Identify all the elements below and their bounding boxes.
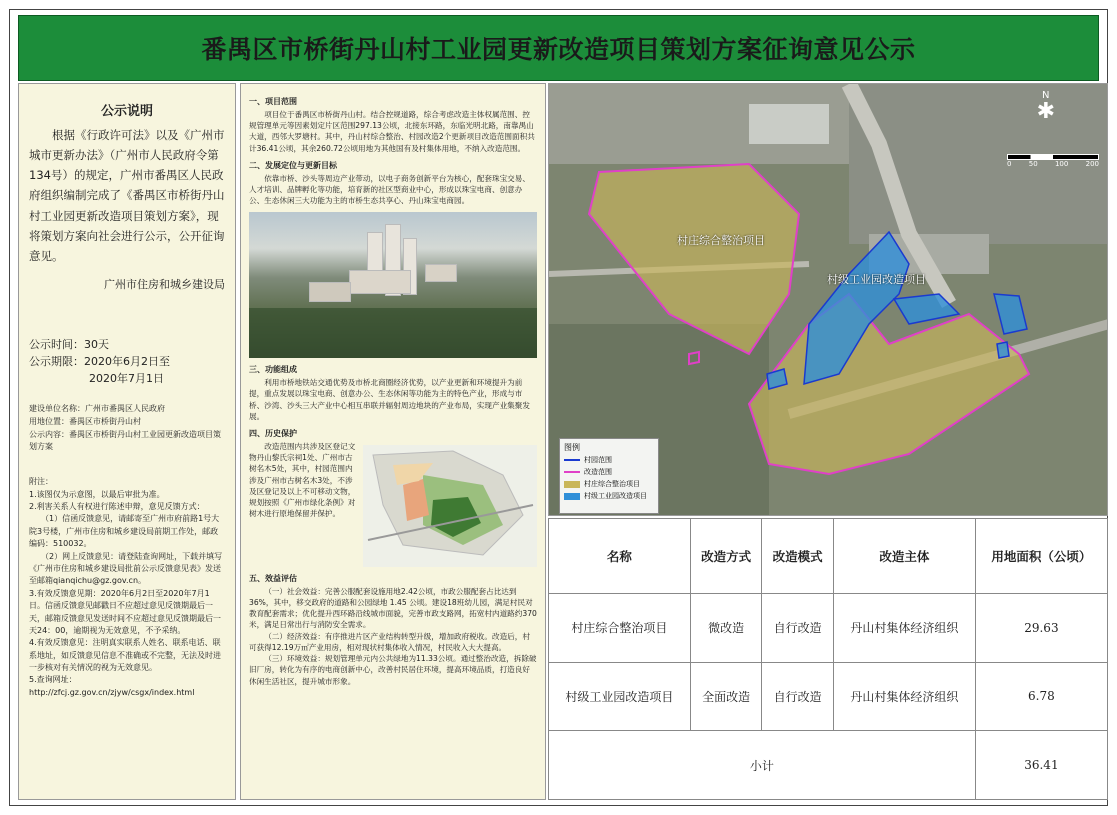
cell-area: 29.63: [975, 594, 1107, 663]
project-description-panel: [240, 83, 546, 800]
meta-builder: 建设单位名称：广州市番禺区人民政府: [29, 404, 165, 414]
period-label: 公示期限：: [29, 354, 84, 368]
satellite-map: [548, 83, 1108, 516]
col-header-body: 改造主体: [833, 519, 975, 594]
cell-area: 6.78: [975, 662, 1107, 731]
legend-swatch-icon: [564, 459, 580, 461]
legend-item: 改造范围: [584, 468, 612, 476]
aerial-rendering-image: [249, 212, 537, 358]
col-header-area: 用地面积（公顷）: [975, 519, 1107, 594]
cell-method: 微改造: [690, 594, 762, 663]
legend-swatch-icon: [564, 481, 580, 488]
note-line: 3.有效反馈意见期：2020年6月2日至2020年7月1日。信函反馈意见邮戳日不应超过意见反馈期最后一天，邮箱反馈意见发送时间不应超过意见反馈期最后一天24：00，逾期视为无效意见，不予采纳。: [29, 588, 221, 635]
cell-name: 村庄综合整治项目: [549, 594, 691, 663]
section-4-text: 改造范围内共涉及区登记文物丹山黎氏宗祠1处、广州市古树名木5处，其中，村园范围内涉及广州市古树名木3处，不涉及区登记及以上不可移动文物，规划按照《广州市绿化条例》对树木进行原地保留并保护。: [249, 441, 356, 519]
section-3-text: 利用市桥地铁站交通优势及市桥北商圈经济优势，以产业更新和环境提升为前提，重点发展以珠宝电商、创意办公、生态休闲等功能为主的特色产业，形成与市桥、沙湾、沙头三大产业中心相互串联并辐射周边地块的产业布局，实现产业集聚发展。: [249, 378, 530, 421]
cell-body: 丹山村集体经济组织: [833, 662, 975, 731]
scale-label: 0: [1007, 160, 1012, 168]
map-label-industrial: 村级工业园改造项目: [827, 273, 926, 286]
scale-label: 200: [1085, 160, 1099, 168]
title-banner: [18, 15, 1099, 81]
note-line: 附注：: [29, 477, 53, 487]
table-header-row: [549, 519, 1108, 594]
cell-name: 村级工业园改造项目: [549, 662, 691, 731]
cell-mode: 自行改造: [762, 662, 834, 731]
notice-org: 广州市住房和城乡建设局: [104, 277, 225, 291]
legend-item: 村级工业园改造项目: [584, 492, 647, 500]
cell-mode: 自行改造: [762, 594, 834, 663]
note-line: 2.利害关系人有权进行陈述申辩，意见反馈方式：: [29, 501, 205, 511]
map-legend: [559, 438, 659, 514]
period-value-1: 2020年6月2日至: [84, 354, 170, 368]
compass: N ✱: [1036, 90, 1055, 124]
map-label-village: 村庄综合整治项目: [677, 234, 765, 247]
note-line: （2）网上反馈意见：请登陆查询网址，下载并填写《广州市住房和城乡建设局批前公示反馈意见表》发送至邮箱qianqichu@gz.gov.cn。: [29, 551, 223, 586]
section-4-title: 四、历史保护: [249, 429, 297, 439]
col-header-name: 名称: [549, 519, 691, 594]
query-url-link[interactable]: http://zfcj.gz.gov.cn/zjyw/csgx/index.html: [29, 687, 195, 697]
subtotal-label: 小计: [549, 731, 976, 800]
legend-swatch-icon: [564, 493, 580, 500]
project-meta: [29, 403, 225, 454]
subtotal-value: 36.41: [975, 731, 1107, 800]
section-5-text-3: （三）环境效益：规划管理单元内公共绿地为11.33公顷。通过整治改造，拆除破旧厂房，转化为有序的电商创新中心，改善村民居住环境，提高环境品质，打造良好休闲生活社区，提升城市形象。: [249, 654, 537, 686]
table-row: [549, 662, 1108, 731]
legend-swatch-icon: [564, 471, 580, 473]
notice-period: [29, 336, 225, 387]
section-5-text-2: （二）经济效益：有序推进片区产业结构转型升级，增加政府税收。改造后，村可获得12.19万㎡产业用房，相对现状村集体收入情况，村民收入大大提高。: [249, 631, 530, 652]
north-arrow-icon: N: [1042, 90, 1050, 101]
notice-panel: [18, 83, 236, 800]
period-value-2: 2020年7月1日: [89, 371, 164, 385]
note-line: 5.查询网址：: [29, 675, 77, 685]
project-table: [548, 518, 1108, 800]
section-1-title: 一、项目范围: [249, 97, 297, 106]
legend-title: 图例: [564, 443, 580, 452]
note-line: 1.该图仅为示意图，以最后审批为准。: [29, 489, 165, 499]
legend-item: 村庄综合整治项目: [584, 480, 640, 488]
section-2-text: 依靠市桥、沙头等周边产业带动，以电子商务创新平台为核心，配套珠宝交易、人才培训、品牌孵化等功能，培育新的社区型商业中心，形成以珠宝电商、创意办公、生态休闲三大功能为主的市桥生态共享心、丹山珠宝电商园。: [249, 173, 530, 206]
notice-heading: 公示说明: [100, 104, 153, 119]
meta-content: 公示内容：番禺区市桥街丹山村工业园更新改造项目策划方案: [29, 429, 221, 452]
meta-location: 用地位置：番禺区市桥街丹山村: [29, 416, 141, 426]
section-3-title: 三、功能组成: [249, 365, 297, 375]
col-header-mode: 改造模式: [762, 519, 834, 594]
notes: [29, 476, 225, 699]
scale-label: 50: [1028, 160, 1038, 168]
table-row: [549, 594, 1108, 663]
site-plan-image: [363, 445, 537, 567]
note-line: 4.有效反馈意见：注明真实联系人姓名、联系电话、联系地址，如反馈意见信息不准确或不完整，无法及时进一步核对有关情况的视为无效意见。: [29, 638, 221, 673]
note-line: （1）信函反馈意见，请邮寄至广州市府前路1号大院3号楼，广州市住房和城乡建设局前期工作处，邮政编码：510032。: [29, 514, 220, 549]
legend-item: 村园范围: [584, 456, 612, 464]
page-title: 番禺区市桥街丹山村工业园更新改造项目策划方案征询意见公示: [201, 35, 916, 64]
time-value: 30天: [84, 337, 109, 351]
scale-bar: [1007, 154, 1099, 168]
cell-body: 丹山村集体经济组织: [833, 594, 975, 663]
section-5-text-1: （一）社会效益：完善公服配套设施用地2.42公顷，市政公服配套占比达到36%，其中，移交政府的道路和公园绿地 1.45 公顷。建设18班幼儿园，满足村民对教育配套需求；优化提升西环路沿线城市面貌，完善市政支路网，拓宽村内道路约370米，满足日常出行与消防安全需求。: [249, 586, 537, 630]
section-1-text: 项目位于番禺区市桥街丹山村。结合控规道路，综合考虑改造主体权属范围、控规管理单元等因素划定片区范围297.13公顷，北接东环路，东临光明北路，南靠禺山大道，西邻大罗塘村。其中，丹山村综合整治、村园改造2个更新项目改造范围面积共计36.41公顷，其余260.72公顷用地为其他国有及村集体用地，不纳入改造范围。: [249, 109, 535, 153]
table-subtotal-row: [549, 731, 1108, 800]
col-header-method: 改造方式: [690, 519, 762, 594]
scale-label: 100: [1054, 160, 1069, 168]
time-label: 公示时间：: [29, 337, 84, 351]
cell-method: 全面改造: [690, 662, 762, 731]
section-2-title: 二、发展定位与更新目标: [249, 160, 337, 170]
section-5-title: 五、效益评估: [249, 573, 297, 583]
notice-body: 根据《行政许可法》以及《广州市城市更新办法》（广州市人民政府令第134号）的规定，广州市番禺区人民政府组织编制完成了《番禺区市桥街丹山村工业园更新改造项目策划方案》，现将策划方案向社会进行公示，公开征询意见。: [29, 128, 225, 263]
